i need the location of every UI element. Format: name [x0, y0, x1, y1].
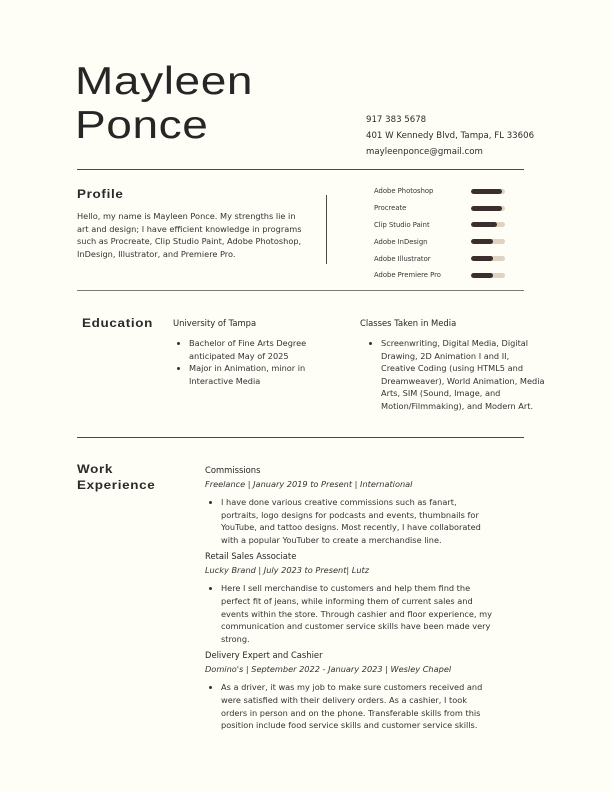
- work-heading-line2: Experience: [77, 478, 156, 492]
- classes-item: • Screenwriting, Digital Media, Digital Drawing, 2D Animation I and II, Creative Coding (using HTML5 and Dreamweaver), World Animation, Media Arts, SIM (Sound, Image, and Motion/Filmmaking), and Modern Art.: [381, 337, 545, 413]
- classes-heading: Classes Taken in Media: [360, 318, 457, 328]
- job-title: Delivery Expert and Cashier: [205, 650, 323, 661]
- school-name: University of Tampa: [173, 318, 257, 328]
- skill-level-bar: [471, 256, 505, 261]
- skill-row: [374, 217, 514, 234]
- education-heading: Education: [82, 316, 154, 330]
- skill-level-bar: [471, 273, 505, 278]
- name-first: Mayleen: [75, 60, 254, 103]
- skill-row: [374, 267, 514, 284]
- skill-row: [374, 250, 514, 267]
- skill-level-bar: [471, 189, 505, 194]
- education-item: • Major in Animation, minor in Interactive Media: [189, 362, 333, 387]
- education-list: [173, 337, 333, 387]
- profile-heading: Profile: [77, 187, 124, 201]
- job-meta: Freelance | January 2019 to Present | International: [205, 479, 413, 489]
- job-title: Commissions: [205, 465, 261, 475]
- job-bullet: • As a driver, it was my job to make sure customers received and were satisfied with their delivery orders. As a cashier, I took orders in person and on the phone. Transferable skills from this position include food service skills and customer service skills.: [221, 681, 495, 731]
- job-meta: Lucky Brand | July 2023 to Present| Lutz: [205, 565, 370, 576]
- job-list: [205, 464, 495, 732]
- skill-level-bar: [471, 222, 505, 227]
- skill-label: Clip Studio Paint: [374, 220, 430, 229]
- skill-level-fill: [471, 189, 502, 194]
- contact-info: [366, 112, 534, 160]
- name-last: Ponce: [75, 104, 209, 147]
- skill-level-fill: [471, 222, 497, 227]
- skill-label: Adobe InDesign: [374, 237, 428, 246]
- skill-label: Adobe Illustrator: [374, 254, 431, 263]
- skill-level-fill: [471, 239, 493, 244]
- skill-label: Procreate: [374, 204, 407, 213]
- skill-label: Adobe Photoshop: [374, 187, 434, 196]
- resume-name: [75, 60, 253, 148]
- divider: [77, 290, 524, 291]
- email: mayleenponce@gmail.com: [366, 147, 483, 157]
- skill-level-bar: [471, 239, 505, 244]
- classes-list: [365, 337, 545, 413]
- job-bullet: • I have done various creative commissions such as fanart, portraits, logo designs for podcasts and events, thumbnails for YouTube, and tattoo designs. Most recently, I have collaborated with a popular YouTuber to create a merchandise line.: [221, 496, 495, 546]
- skill-row: [374, 183, 514, 200]
- skill-level-fill: [471, 256, 493, 261]
- job-entry: [205, 464, 495, 546]
- work-heading-line1: Work: [77, 462, 114, 476]
- divider: [77, 169, 524, 170]
- job-entry: [205, 649, 495, 731]
- work-heading: [77, 461, 155, 493]
- divider: [77, 437, 524, 438]
- skill-row: [374, 233, 514, 250]
- skill-level-fill: [471, 273, 493, 278]
- job-bullet: • Here I sell merchandise to customers and help them find the perfect fit of jeans, while informing them of current sales and events within the store. Through cashier and floor experience, my communication and customer service skills have been made very strong.: [221, 582, 495, 645]
- job-entry: [205, 550, 495, 645]
- skill-level-bar: [471, 206, 505, 211]
- skill-label: Adobe Premiere Pro: [374, 271, 441, 280]
- skills-list: [374, 183, 514, 284]
- phone: 917 383 5678: [366, 115, 427, 125]
- skill-level-fill: [471, 206, 502, 211]
- vertical-divider: [326, 195, 327, 264]
- address: 401 W Kennedy Blvd, Tampa, FL 33606: [366, 131, 535, 141]
- job-title: Retail Sales Associate: [205, 551, 297, 562]
- education-item: • Bachelor of Fine Arts Degree anticipated May of 2025: [189, 337, 333, 362]
- skill-row: [374, 200, 514, 217]
- job-meta: Domino's | September 2022 - January 2023 | Wesley Chapel: [205, 664, 452, 675]
- profile-text: Hello, my name is Mayleen Ponce. My strengths lie in art and design; I have efficient knowledge in programs such as Procreate, Clip Studio Paint, Adobe Photoshop, InDesign, Illustrator, and Premiere Pro.: [77, 211, 302, 259]
